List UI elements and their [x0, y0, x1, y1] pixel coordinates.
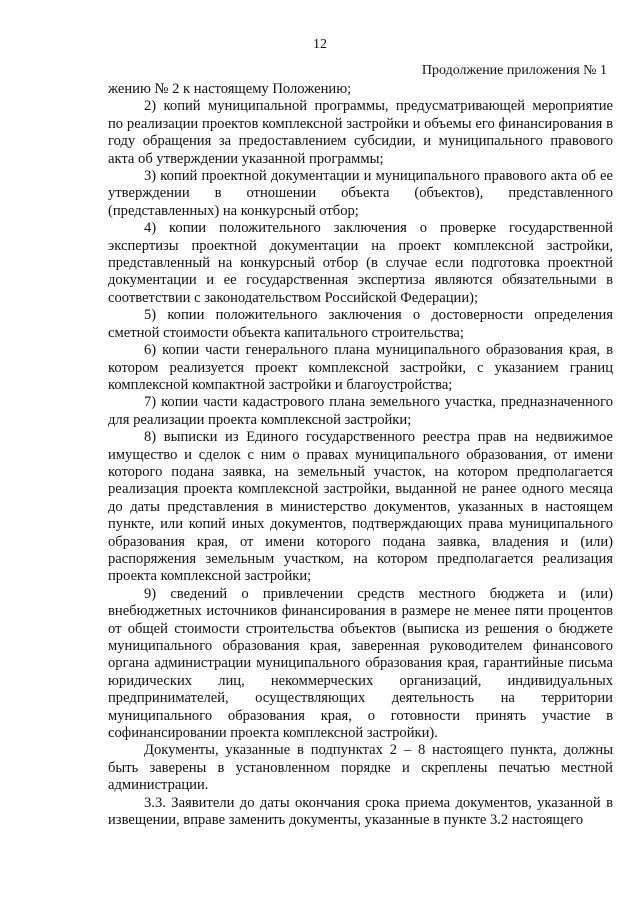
- paragraph-item-6: 6) копии части генерального плана муниципального образования края, в котором реализуется проект комплексной застройки, с указанием границ комплексной компактной застройки и благоустройства;: [108, 342, 613, 393]
- document-body: [108, 81, 613, 829]
- paragraph-continuation: жению № 2 к настоящему Положению;: [108, 81, 352, 97]
- paragraph-item-9: 9) сведений о привлечении средств местного бюджета и (или) внебюджетных источников финансирования в размере не менее пяти процентов от общей стоимости строительства объектов (выписка из решения о бюджете муниципального образования края, заверенная руководителем финансового органа администрации муниципального образования края, гарантийные письма юридических лиц, некоммерческих организаций, индивидуальных предпринимателей, осуществляющих деятельность на территории муниципального образования края, о готовности принять участие в софинансировании проекта комплексной застройки).: [108, 585, 613, 742]
- paragraph-item-8: 8) выписки из Единого государственного реестра прав на недвижимое имущество и сделок с ним о правах муниципального образования, от имени которого подана заявка, на земельный участок, на котором предполагается реализация проекта комплексной застройки, выданной не ранее одного месяца до даты представления в министерство документов, указанных в настоящем пункте, или копий иных документов, подтверждающих права муниципального образования края, от имени которого подана заявка, владения и (или) распоряжения земельным участком, на котором предполагается реализация проекта комплексной застройки;: [108, 429, 613, 585]
- paragraph-section-3-3: 3.3. Заявители до даты окончания срока приема документов, указанной в извещении, вправе заменить документы, указанные в пункте 3.2 настоящего: [108, 794, 613, 829]
- paragraph-item-5: 5) копии положительного заключения о достоверности определения сметной стоимости объекта капитального строительства;: [108, 307, 613, 341]
- paragraph-item-3: 3) копий проектной документации и муниципального правового акта об ее утверждении в отношении объекта (объектов), представленного (представленных) на конкурсный отбор;: [108, 168, 613, 219]
- paragraph-certification: Документы, указанные в подпунктах 2 – 8 настоящего пункта, должны быть заверены в установленном порядке и скреплены печатью местной администрации.: [108, 742, 613, 794]
- paragraph-item-4: 4) копии положительного заключения о проверке государственной экспертизы проектной документации на проект комплексной застройки, представленный на конкурсный отбор (в случае если подготовка проектной документации и ее государственная экспертиза являются обязательными в соответствии с законодательством Российской Федерации);: [108, 220, 613, 306]
- paragraph-item-2: 2) копий муниципальной программы, предусматривающей мероприятие по реализации проектов комплексной застройки и объемы его финансирования в году обращения за предоставлением субсидии, и муниципального правового акта об утверждении указанной программы;: [108, 98, 613, 167]
- appendix-continuation-header: Продолжение приложения № 1: [421, 63, 607, 78]
- page-number: 12: [313, 37, 327, 52]
- paragraph-item-7: 7) копии части кадастрового плана земельного участка, предназначенного для реализации проекта комплексной застройки;: [108, 394, 613, 428]
